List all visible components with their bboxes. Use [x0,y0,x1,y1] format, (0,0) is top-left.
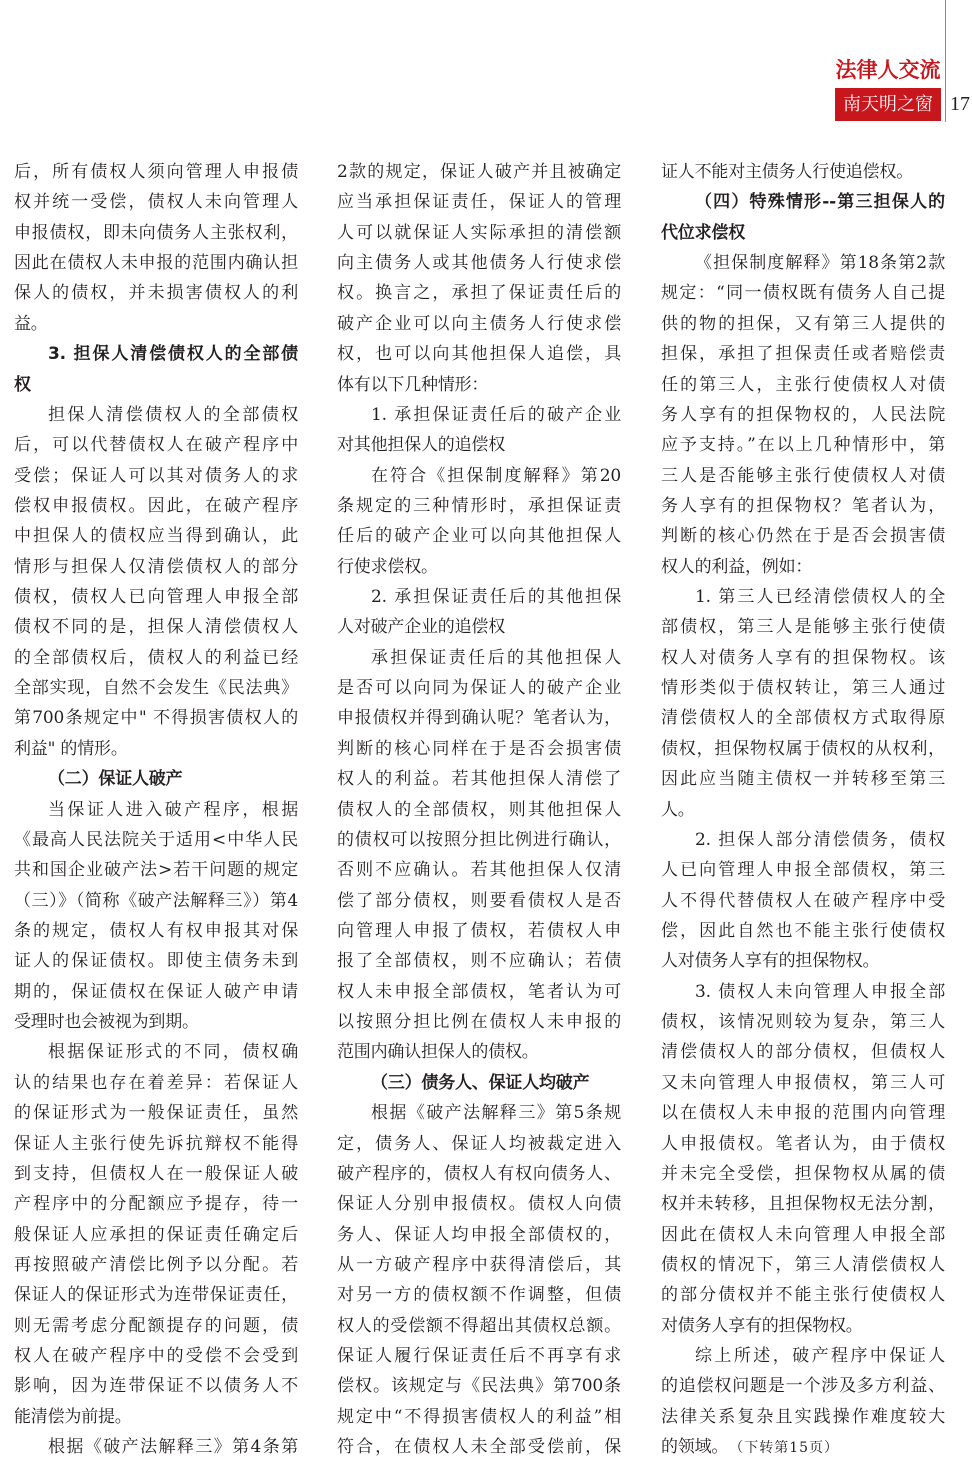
text-line: 向管理人申报了债权，若债权人申 [337,920,621,941]
text-line: 保证人分别申报债权。债权人向债 [337,1194,621,1215]
text-line: 判断的核心同样在于是否会损害债 [337,738,621,759]
text-line: 债权的情况下，第三人清偿债权人 [661,1254,945,1275]
text-line: 债权人的全部债权，则其他担保人 [337,799,621,820]
text-line: 的部分债权并不能主张行使债权人 [661,1285,945,1306]
text-line: 2. 承担保证责任后的其他担保 [371,587,621,608]
text-line: 保人的债权，并未损害债权人的利 [14,283,298,304]
text-line: 能清偿为前提。 [14,1406,132,1427]
text-line: 任后的破产企业可以向其他担保人 [337,526,621,547]
continuation-note: （下转第15页） [736,1440,840,1457]
text-line: 权。换言之，承担了保证责任后的 [337,283,621,304]
text-line: 务人享有的担保物权的，人民法院 [661,404,945,425]
text-line: 以按照分担比例在债权人未申报的 [337,1012,621,1033]
text-line: 担保人清偿债权人的全部债权 [48,404,298,425]
text-line: 利益" 的情形。 [14,738,128,759]
text-line: 三人是否能够主张行使债权人对债 [661,465,945,486]
header-divider [945,0,946,122]
text-line: 的追偿权问题是一个涉及多方利益、 [661,1376,945,1397]
text-line: 法律关系复杂且实践操作难度较大 [661,1406,945,1427]
text-line: 否则不应确认。若其他担保人仅清 [337,860,621,881]
text-line: 符合，在债权人未全部受偿前，保 [337,1437,621,1458]
paragraph [661,248,945,582]
text-line: 对另一方的债权额不作调整，但债 [337,1285,621,1306]
text-line: 偿权。该规定与《民法典》第700条 [337,1376,621,1397]
text-line: 应予支持。”在以上几种情形中，第 [661,435,945,456]
text-line: 债权，担保物权属于债权的从权利， [661,738,945,759]
text-line: 产程序中的分配额应予提存，待一 [14,1194,298,1215]
text-line: 范围内确认担保人的债权。 [337,1042,539,1063]
text-line: 保证人主张行使先诉抗辩权不能得 [14,1133,298,1154]
paragraph [661,582,945,825]
paragraph [337,400,621,461]
text-line: 对其他担保人的追偿权 [337,435,505,456]
text-line: 人已向管理人申报全部债权，第三 [661,860,945,881]
text-line: 破产企业可以向主债务人行使求偿 [337,313,621,334]
text-line: 务人享有的担保物权？笔者认为， [661,495,945,516]
text-line: 3. 债权人未向管理人申报全部 [695,981,945,1002]
text-line: 影响，因为连带保证不以债务人不 [14,1376,298,1397]
text-line: 的全部债权后，债权人的利益已经 [14,647,298,668]
heading-line: 权 [14,374,31,395]
text-line: 务人、保证人均申报全部债权的， [337,1224,621,1245]
text-line: 偿，因此自然也不能主张行使债权 [661,920,945,941]
text-line: 的保证形式为一般保证责任，虽然 [14,1103,298,1124]
text-line: 任的第三人，主张行使债权人对债 [661,374,945,395]
text-line: 当保证人进入破产程序，根据 [48,799,298,820]
section-title: 法律人交流 [835,58,941,82]
text-line: 承担保证责任后的其他担保人 [371,647,621,668]
text-line: 后，所有债权人须向管理人申报债 [14,162,298,182]
text-line: 判断的核心仍然在于是否会损害债 [661,526,945,547]
text-line: 因此应当随主债权一并转移至第三 [661,769,945,790]
text-line: 报了全部债权，则不应确认；若债 [337,951,621,972]
text-line: 综上所述，破产程序中保证人 [695,1346,945,1367]
section-heading [14,764,298,794]
text-line: 清偿债权人的全部债权方式取得原 [661,708,945,729]
text-line: 规定中“不得损害债权人的利益”相 [337,1406,621,1427]
paragraph [337,461,621,582]
text-line: 权人的利益，例如： [661,556,813,577]
paragraph [14,157,298,339]
text-line: 体有以下几种情形： [337,374,489,395]
text-line: 证人的保证债权。即使主债务未到 [14,951,298,972]
paragraph [14,1432,298,1462]
section-heading [337,1068,621,1098]
text-line: 根据《破产法解释三》第4条第 [48,1437,298,1458]
text-line: 人对债务人享有的担保物权。 [661,951,880,972]
text-line: 对债务人享有的担保物权。 [661,1315,863,1336]
column-badge: 南天明之窗 [835,88,941,121]
text-line: 1. 承担保证责任后的破产企业 [371,404,621,425]
paragraph [337,643,621,1068]
text-line: （三）》（简称《破产法解释三》）第4 [14,890,298,911]
text-line: 条规定的三种情形时，承担保证责 [337,495,621,516]
paragraph [337,1098,621,1462]
text-line: 并未完全受偿，担保物权从属的债 [661,1163,945,1184]
text-line: 以在债权人未申报的范围内向管理 [661,1103,945,1124]
text-line: 偿权申报债权。因此，在破产程序 [14,495,298,516]
text-line: 权并未转移，且担保物权无法分割， [661,1194,945,1215]
section-heading [661,187,945,248]
text-line: 的领域。 （下转第15页） [661,1437,840,1458]
heading-line: 代位求偿权 [661,222,745,243]
text-line: 权人的利益。若其他担保人清偿了 [337,769,621,790]
text-line: 偿了部分债权，则要看债权人是否 [337,890,621,911]
text-line: 受偿；保证人可以其对债务人的求 [14,465,298,486]
paragraph [337,157,621,400]
paragraph [14,795,298,1038]
text-line: 又未向管理人申报债权，第三人可 [661,1072,945,1093]
text-line: 权人在破产程序中的受偿不会受到 [14,1346,298,1367]
text-line: 担保，承担了担保责任或者赔偿责 [661,344,945,365]
text-line: 从一方破产程序中获得清偿后，其 [337,1254,621,1275]
text-line: 条的规定，债权人有权申报其对保 [14,920,298,941]
text-line: 人申报债权。笔者认为，由于债权 [661,1133,945,1154]
text-line: 认的结果也存在着差异：若保证人 [14,1072,298,1093]
text-line: 向主债务人或其他债务人行使求偿 [337,253,621,274]
text-line: 债权不同的是，担保人清偿债权人 [14,617,298,638]
text-line: 人。 [661,799,695,820]
text-line: 2. 担保人部分清偿债务，债权 [695,829,945,850]
text-line: 因此在债权人未申报的范围内确认担 [14,253,298,274]
text-line: 权，也可以向其他担保人追偿，具 [337,344,621,365]
paragraph [661,157,945,187]
heading-line: 3. 担保人清偿债权人的全部债 [48,344,298,365]
text-line: 是否可以向同为保证人的破产企业 [337,678,621,699]
text-line: 破产程序的，债权人有权向债务人、 [337,1163,621,1184]
text-line: 第700条规定中" 不得损害债权人的 [14,708,298,729]
text-line: 定，债务人、保证人均被裁定进入 [337,1133,621,1154]
heading-line: （三）债务人、保证人均破产 [371,1072,590,1093]
text-line: 《担保制度解释》第18条第2款 [695,253,945,274]
text-line: 根据《破产法解释三》第5条规 [371,1103,621,1124]
text-line: 后，可以代替债权人在破产程序中 [14,435,298,456]
text-line: 证人不能对主债务人行使追偿权。 [661,162,913,182]
text-line: 权人的受偿额不得超出其债权总额。 [337,1315,621,1336]
text-line: 在符合《担保制度解释》第20 [371,465,621,486]
text-line: 清偿债权人的部分债权，但债权人 [661,1042,945,1063]
text-line: 保证人履行保证责任后不再享有求 [337,1346,621,1367]
text-line: 《最高人民法院关于适用<中华人民 [14,829,298,850]
text-line: 因此在债权人未向管理人申报全部 [661,1224,945,1245]
text-line: 债权，债权人已向管理人申报全部 [14,587,298,608]
text-line: 则无需考虑分配额提存的问题，债 [14,1315,298,1336]
text-line: 申报债权，即未向债务人主张权利， [14,222,298,243]
text-line: 期的，保证债权在保证人破产申请 [14,981,298,1002]
text-line: 人不得代替债权人在破产程序中受 [661,890,945,911]
text-column-2 [337,157,621,1462]
text-line: 应当承担保证责任，保证人的管理 [337,192,621,213]
text-line: 般保证人应承担的保证责任确定后 [14,1224,298,1245]
text-line: 全部实现，自然不会发生《民法典》 [14,678,298,699]
text-column-3 [661,157,945,1462]
page-number: 17 [950,93,970,115]
text-line: 受理时也会被视为到期。 [14,1012,199,1033]
text-line: 行使求偿权。 [337,556,438,577]
paragraph [337,582,621,643]
paragraph [14,400,298,764]
text-line: 根据保证形式的不同，债权确 [48,1042,298,1063]
text-line: 益。 [14,313,48,334]
text-line: 供的物的担保，又有第三人提供的 [661,313,945,334]
text-line: 中担保人的债权应当得到确认，此 [14,526,298,547]
text-line: 再按照破产清偿比例予以分配。若 [14,1254,298,1275]
text-line: 的债权可以按照分担比例进行确认， [337,829,621,850]
text-line: 情形与担保人仅清偿债权人的部分 [14,556,298,577]
text-column-1 [14,157,298,1462]
paragraph [14,1037,298,1432]
text-line: 人可以就保证人实际承担的清偿额 [337,222,621,243]
text-line: 规定：“同一债权既有债务人自己提 [661,283,945,304]
text-line: 共和国企业破产法>若干问题的规定 [14,860,298,881]
paragraph [661,1341,945,1462]
text-line: 1. 第三人已经清偿债权人的全 [695,587,945,608]
text-line: 权人对债务人享有的担保物权。该 [661,647,945,668]
text-line: 债权，该情况则较为复杂，第三人 [661,1012,945,1033]
text-line: 2款的规定，保证人破产并且被确定 [337,162,621,182]
paragraph [661,825,945,977]
text-line: 人对破产企业的追偿权 [337,617,505,638]
text-line: 权并统一受偿，债权人未向管理人 [14,192,298,213]
text-line: 情形类似于债权转让，第三人通过 [661,678,945,699]
heading-line: （四）特殊情形--第三担保人的 [695,192,945,213]
paragraph [661,977,945,1341]
heading-line: （二）保证人破产 [48,769,183,790]
text-line: 权人未申报全部债权，笔者认为可 [337,981,621,1002]
text-line: 到支持，但债权人在一般保证人破 [14,1163,298,1184]
text-line: 部债权，第三人是能够主张行使债 [661,617,945,638]
text-line: 保证人的保证形式为连带保证责任， [14,1285,298,1306]
section-heading [14,339,298,400]
text-line: 申报债权并得到确认呢？笔者认为， [337,708,621,729]
